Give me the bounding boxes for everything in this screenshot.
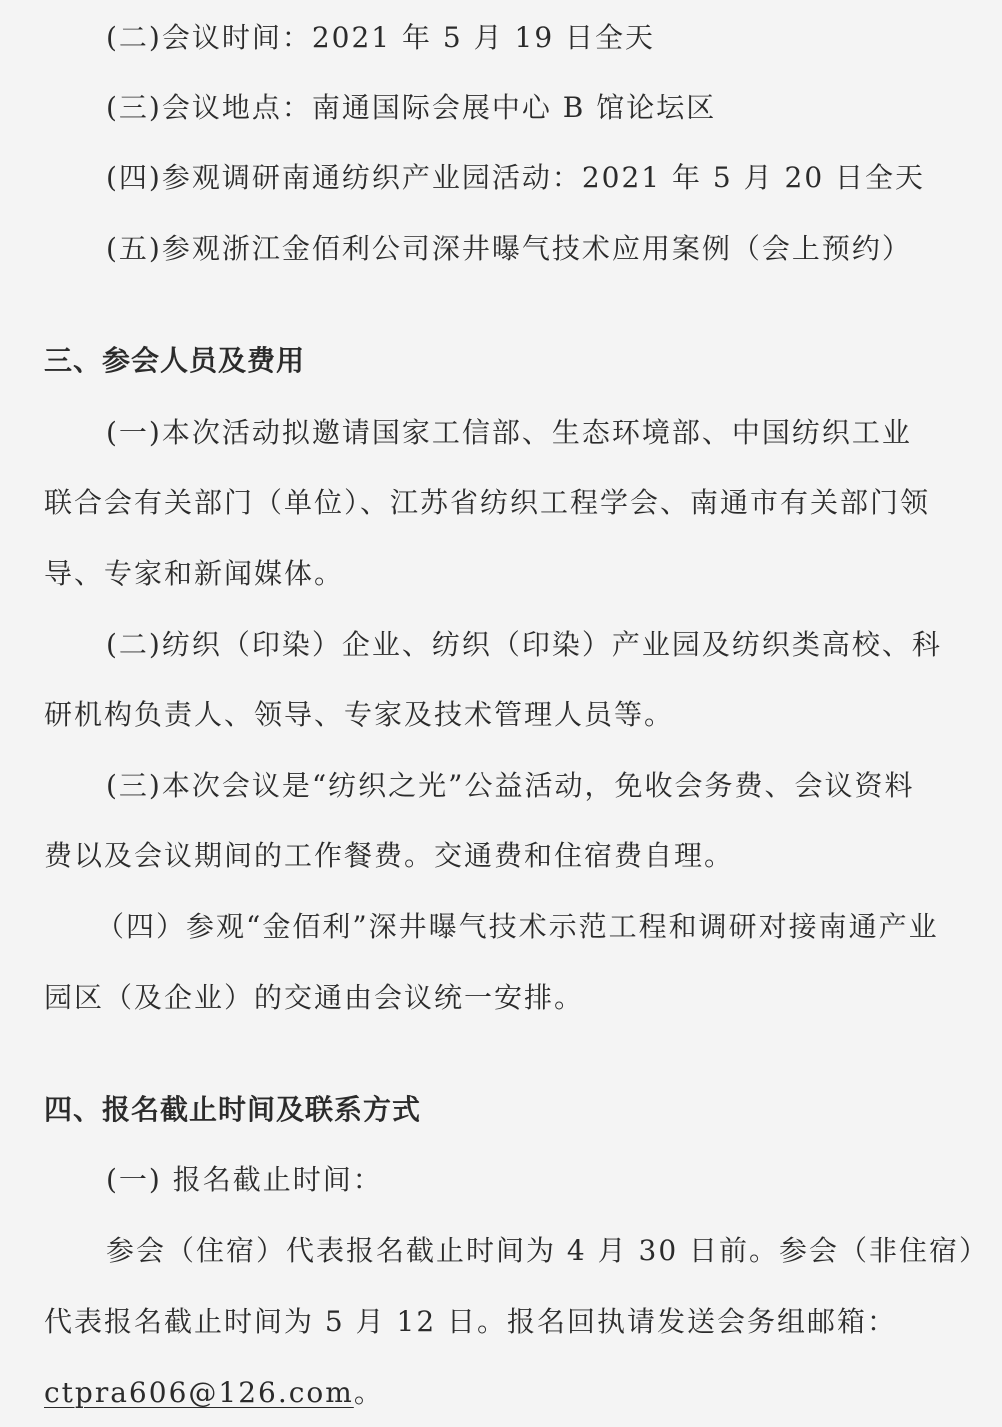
email-link[interactable]: ctpra606@126.com <box>44 1376 354 1409</box>
registration-deadline-item: (一) 报名截止时间： <box>106 1163 383 1196</box>
attendees-item4-line1: （四）参观“金佰利”深井曝气技术示范工程和调研对接南通产业 <box>96 910 939 943</box>
attendees-item4-line2: 园区（及企业）的交通由会议统一安排。 <box>44 981 585 1014</box>
attendees-item1-line3: 导、专家和新闻媒体。 <box>44 557 345 590</box>
email-suffix: 。 <box>353 1376 384 1409</box>
site-visit-item: (四)参观调研南通纺织产业园活动：2021 年 5 月 20 日全天 <box>106 161 926 194</box>
attendees-item1-line1: (一)本次活动拟邀请国家工信部、生态环境部、中国纺织工业 <box>106 416 912 449</box>
registration-para-line2: 代表报名截止时间为 5 月 12 日。报名回执请发送会务组邮箱： <box>44 1305 898 1338</box>
case-visit-item: (五)参观浙江金佰利公司深井曝气技术应用案例（会上预约） <box>106 232 912 265</box>
attendees-item3-line2: 费以及会议期间的工作餐费。交通费和住宿费自理。 <box>44 839 735 872</box>
registration-para-line1: 参会（住宿）代表报名截止时间为 4 月 30 日前。参会（非住宿） <box>106 1234 990 1267</box>
attendees-item1-line2: 联合会有关部门（单位）、江苏省纺织工程学会、南通市有关部门领 <box>44 486 931 519</box>
section-heading-registration: 四、报名截止时间及联系方式 <box>44 1093 422 1126</box>
meeting-time-item: (二)会议时间：2021 年 5 月 19 日全天 <box>106 21 656 54</box>
meeting-location-item: (三)会议地点：南通国际会展中心 B 馆论坛区 <box>106 91 717 124</box>
attendees-item3-line1: (三)本次会议是“纺织之光”公益活动，免收会务费、会议资料 <box>106 769 915 802</box>
registration-email-line <box>44 1373 974 1413</box>
section-heading-attendees: 三、参会人员及费用 <box>44 344 306 377</box>
attendees-item2-line1: (二)纺织（印染）企业、纺织（印染）产业园及纺织类高校、科 <box>106 628 942 661</box>
attendees-item2-line2: 研机构负责人、领导、专家及技术管理人员等。 <box>44 698 675 731</box>
